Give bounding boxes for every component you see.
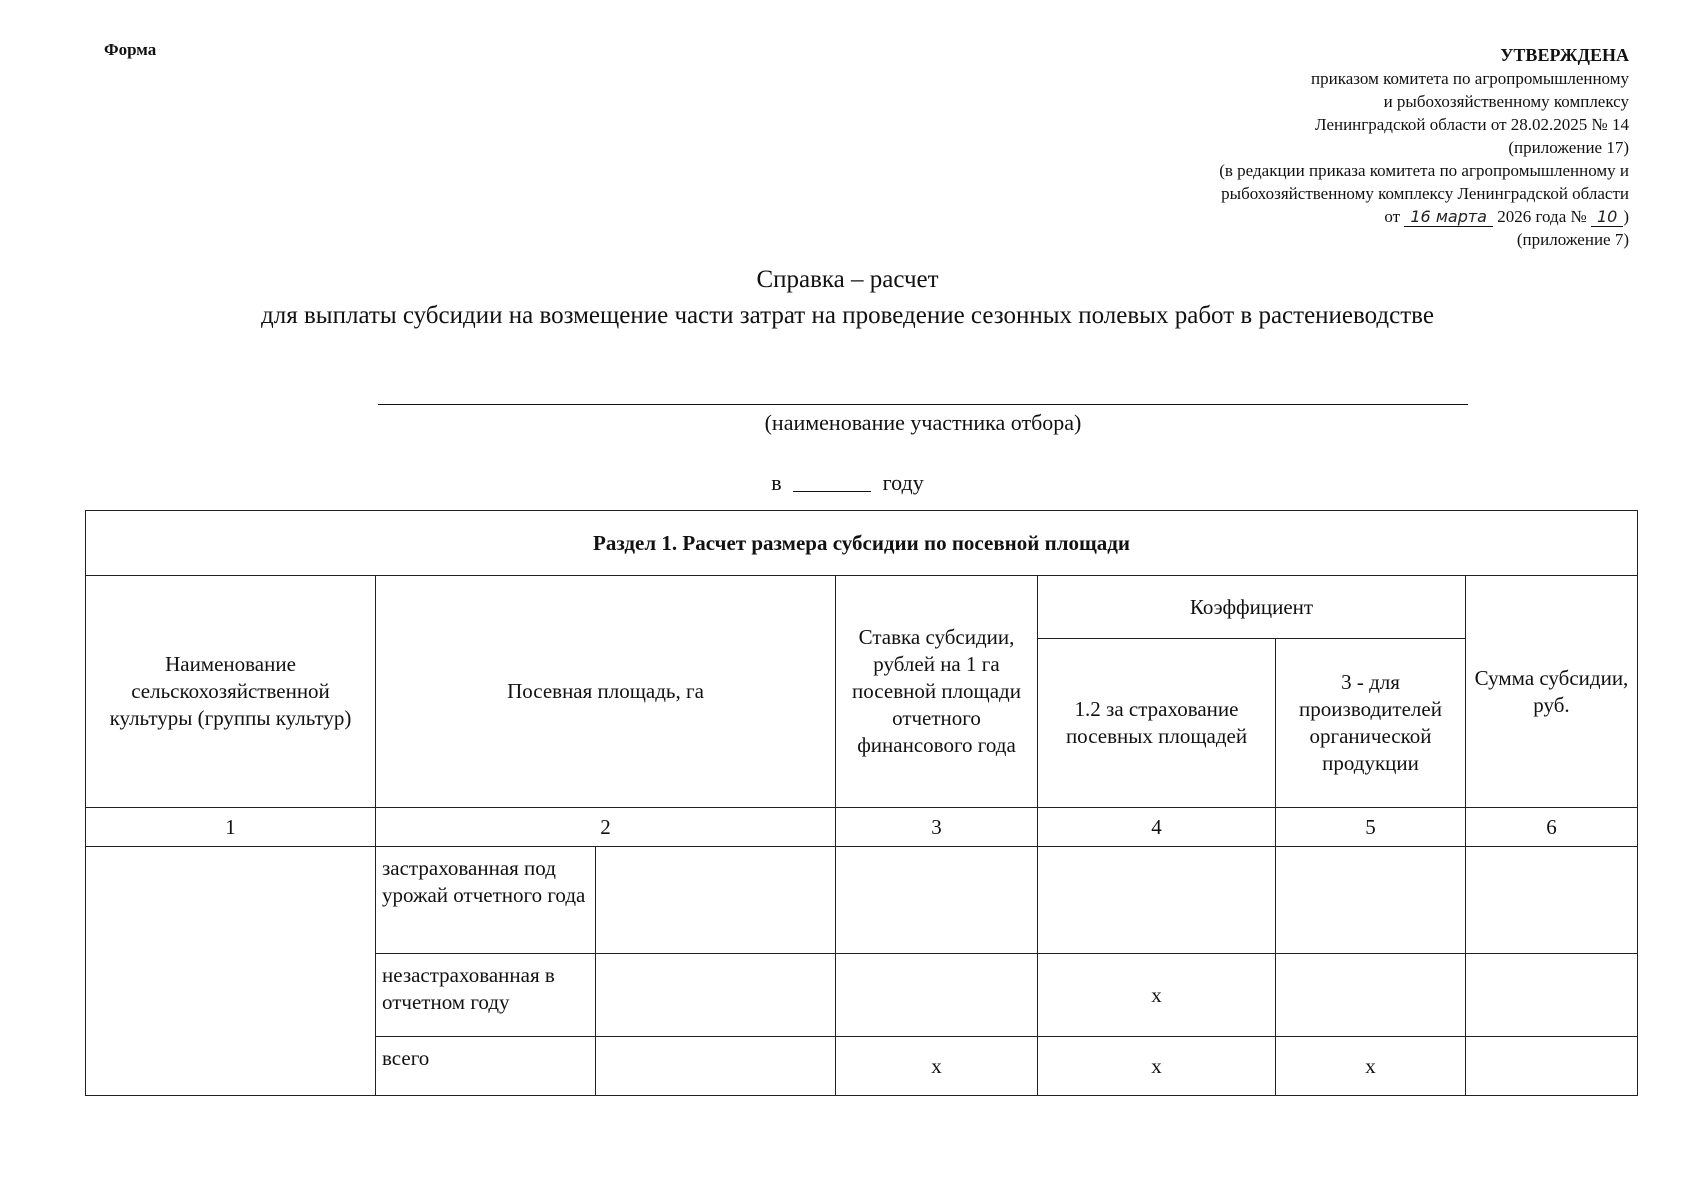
year-blank[interactable]: [793, 491, 871, 492]
insurance-coef-cell[interactable]: [1038, 847, 1276, 954]
column-number: 5: [1276, 808, 1466, 847]
approval-line: (в редакции приказа комитета по агропромышленному и: [1219, 161, 1629, 180]
section-title: Раздел 1. Расчет размера субсидии по посевной площади: [86, 511, 1638, 576]
subsidy-table: [85, 510, 1638, 1096]
area-label: незастрахованная в отчетном году: [376, 954, 596, 1037]
approval-title: УТВЕРЖДЕНА: [1500, 45, 1629, 65]
column-number: 6: [1466, 808, 1638, 847]
handwritten-date: 16 марта: [1404, 208, 1493, 227]
approval-line: рыбохозяйственному комплексу Ленинградской области: [1221, 184, 1629, 203]
table-row: [86, 847, 1638, 954]
area-value-cell[interactable]: [596, 954, 836, 1037]
approval-line: (приложение 7): [1516, 230, 1629, 249]
sum-cell[interactable]: [1466, 847, 1638, 954]
handwritten-number: 10: [1591, 208, 1623, 227]
header-coefficient: Коэффициент: [1038, 576, 1466, 639]
column-number: 1: [86, 808, 376, 847]
organic-coef-cell[interactable]: [1276, 954, 1466, 1037]
participant-name-caption: (наименование участника отбора): [764, 410, 1082, 435]
sum-cell[interactable]: [1466, 1037, 1638, 1096]
organic-coef-cell[interactable]: [1276, 847, 1466, 954]
column-number: 3: [836, 808, 1038, 847]
header-crop: Наименование сельскохозяйственной культуры (группы культур): [86, 576, 376, 808]
year-prefix: в: [771, 470, 782, 495]
rate-cell[interactable]: [836, 847, 1038, 954]
insurance-coef-cell: х: [1038, 954, 1276, 1037]
approval-stamp: [1069, 44, 1629, 251]
approval-date-suffix: ): [1623, 207, 1629, 226]
sum-cell[interactable]: [1466, 954, 1638, 1037]
approval-date-mid: 2026 года №: [1497, 207, 1587, 226]
insurance-coef-cell: х: [1038, 1037, 1276, 1096]
column-number: 2: [376, 808, 836, 847]
area-label: всего: [376, 1037, 596, 1096]
approval-line: (приложение 17): [1508, 138, 1629, 157]
approval-line: Ленинградской области от 28.02.2025 № 14: [1315, 115, 1629, 134]
form-label: Форма: [104, 40, 157, 59]
year-suffix: году: [882, 470, 924, 495]
area-value-cell[interactable]: [596, 847, 836, 954]
area-value-cell[interactable]: [596, 1037, 836, 1096]
participant-name-line[interactable]: [378, 404, 1468, 405]
rate-cell[interactable]: [836, 954, 1038, 1037]
document-title: Справка – расчет: [756, 266, 939, 293]
crop-name-cell[interactable]: [86, 847, 376, 1096]
header-coef-organic: 3 - для производителей органической продукции: [1276, 639, 1466, 808]
header-sum: Сумма субсидии, руб.: [1466, 576, 1638, 808]
approval-line: и рыбохозяйственному комплексу: [1383, 92, 1629, 111]
column-number: 4: [1038, 808, 1276, 847]
header-area: Посевная площадь, га: [376, 576, 836, 808]
approval-date-line: [1069, 205, 1629, 228]
approval-line: приказом комитета по агропромышленному: [1311, 69, 1629, 88]
header-coef-insurance: 1.2 за страхование посевных площадей: [1038, 639, 1276, 808]
approval-date-prefix: от: [1384, 207, 1401, 226]
area-label: застрахованная под урожай отчетного года: [376, 847, 596, 954]
document-subtitle: для выплаты субсидии на возмещение части затрат на проведение сезонных полевых работ в растениеводстве: [261, 302, 1434, 329]
organic-coef-cell: х: [1276, 1037, 1466, 1096]
rate-cell: х: [836, 1037, 1038, 1096]
header-rate: Ставка субсидии, рублей на 1 га посевной площади отчетного финансового года: [836, 576, 1038, 808]
year-line: [0, 470, 1695, 496]
